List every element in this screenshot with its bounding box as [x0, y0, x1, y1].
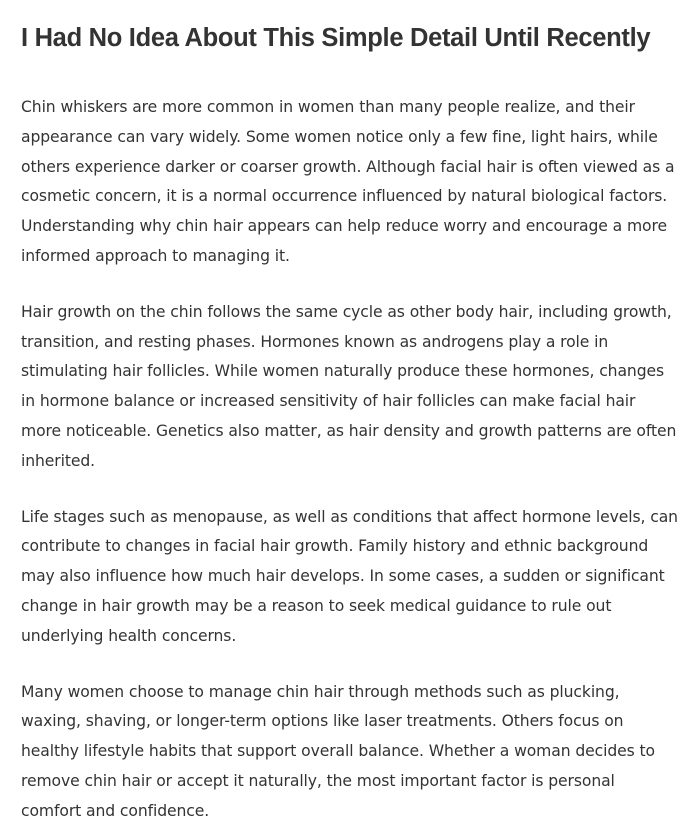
article-title: I Had No Idea About This Simple Detail Until Recently [21, 24, 651, 52]
article-paragraph: Life stages such as menopause, as well as conditions that affect hormone levels, can contribute to changes in facial hair growth. Family history and ethnic background may also influence how much hair develops. In some cases, a sudden or significant change in hair growth may be a reason to seek medical guidance to rule out underlying health concerns. [21, 507, 678, 645]
article-paragraph: Many women choose to manage chin hair through methods such as plucking, waxing, shaving, or longer-term options like laser treatments. Others focus on healthy lifestyle habits that support overall balance. Whether a woman decides to remove chin hair or accept it naturally, the most important factor is personal comfort and confidence. [21, 682, 655, 820]
article-paragraph: Chin whiskers are more common in women than many people realize, and their appearance can vary widely. Some women notice only a few fine, light hairs, while others experience darker or coarser growth. Although facial hair is often viewed as a cosmetic concern, it is a normal occurrence influenced by natural biological factors. Understanding why chin hair appears can help reduce worry and encourage a more informed approach to managing it. [21, 98, 675, 265]
article-body [21, 93, 678, 827]
article-paragraph: Hair growth on the chin follows the same cycle as other body hair, including growth, transition, and resting phases. Hormones known as androgens play a role in stimulating hair follicles. While women naturally produce these hormones, changes in hormone balance or increased sensitivity of hair follicles can make facial hair more noticeable. Genetics also matter, as hair density and growth patterns are often inherited. [21, 302, 677, 470]
